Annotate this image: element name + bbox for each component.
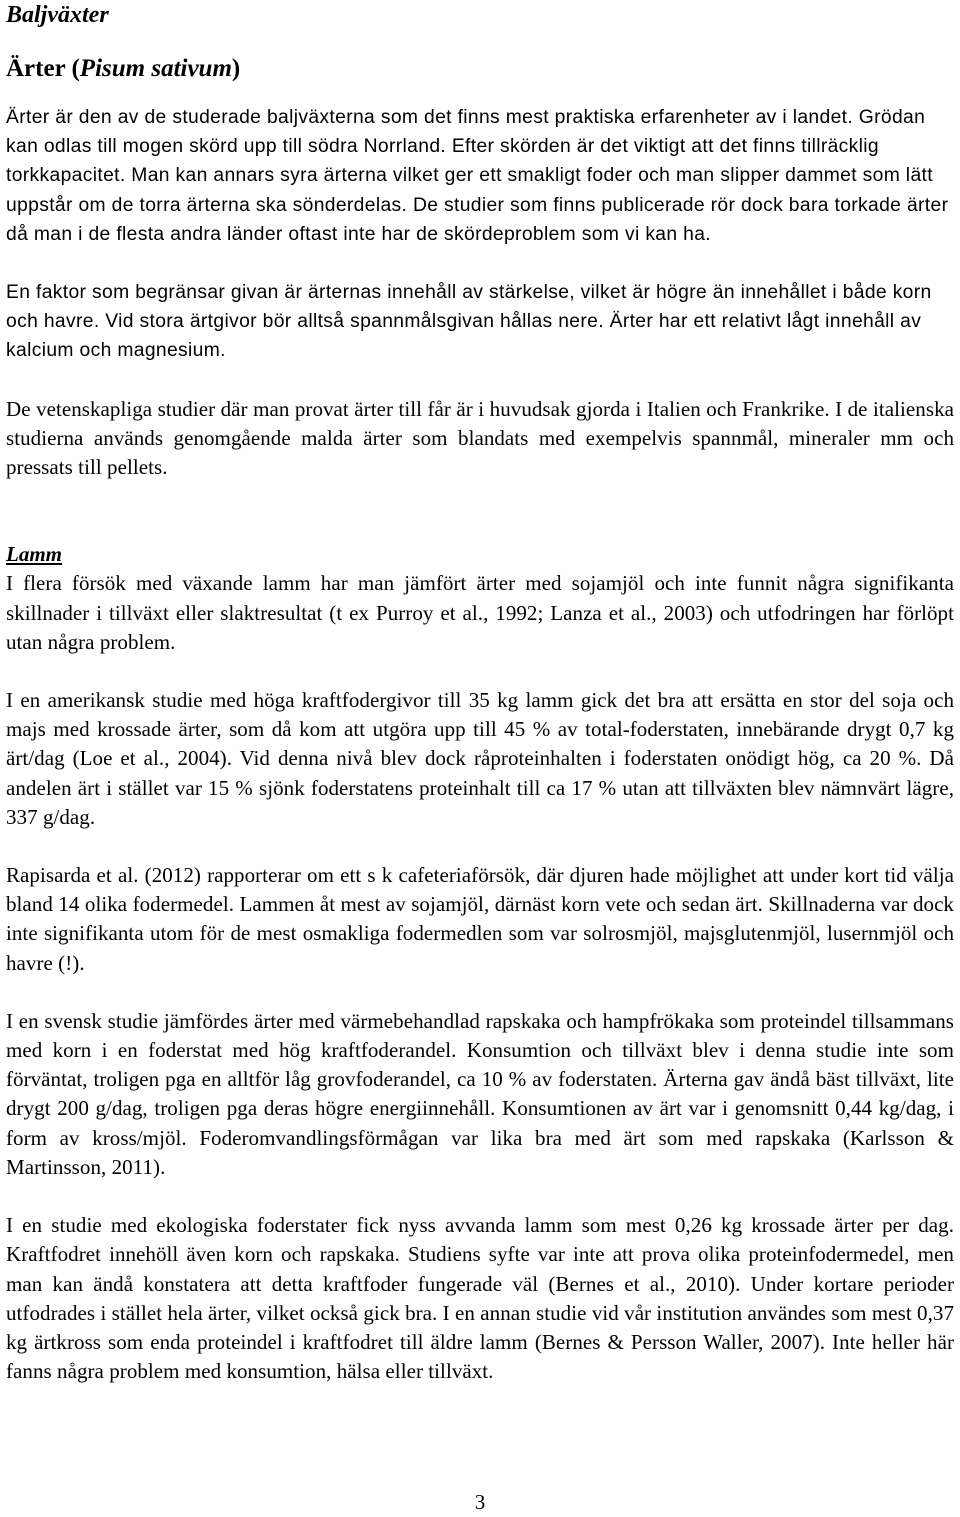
- paragraph-arter-3: De vetenskapliga studier där man provat ärter till får är i huvudsak gjorda i Italien och Frankrike. I de italienska studierna används genomgående malda ärter som blandats med exempelvis spannmål, mineraler mm och pressats till pellets.: [6, 396, 954, 480]
- paragraph-lamm-3: Rapisarda et al. (2012) rapporterar om ett s k cafeteriaförsök, där djuren hade möjlighet att under kort tid välja bland 14 olika fodermedel. Lammen åt mest av sojamjöl, därnäst korn vete och sedan ärt. Skillnaderna var dock inte signifikanta utom för de mest osmakliga fodermedlen som var solrosmjöl, majsglutenmjöl, lusernmjöl och havre (!).: [6, 863, 954, 975]
- page-number: 3: [474, 1490, 486, 1514]
- document-page: [6, 0, 954, 1386]
- paragraph-lamm-4: I en svensk studie jämfördes ärter med värmebehandlad rapskaka och hampfrökaka som proteindel tillsammans med korn i en foderstat med hög kraftfoderandel. Konsumtion och tillväxt blev i denna studie inte som förväntat, troligen pga en alltför låg grovfoderandel, ca 10 % av foderstaten. Ärterna gav ändå bäst tillväxt, lite drygt 200 g/dag, troligen pga deras högre energiinnehåll. Konsumtionen av ärt var i genomsnitt 0,44 kg/dag, i form av kross/mjöl. Foderomvandlingsförmågan var lika bra med ärt som med rapskaka (Karlsson & Martinsson, 2011).: [6, 1008, 954, 1179]
- paragraph-arter-1: Ärter är den av de studerade baljväxterna som det finns mest praktiska erfarenheter av i landet. Grödan kan odlas till mogen skörd upp till södra Norrland. Efter skörden är det viktigt att det finns tillräcklig torkkapacitet. Man kan annars syra ärterna vilket ger ett smakligt foder och man slipper dammet som lätt uppstår om de torra ärterna ska sönderdelas. De studier som finns publicerade rör dock bara torkade ärter då man i de flesta andra länder oftast inte har de skördeproblem som vi kan ha.: [6, 107, 949, 245]
- subsection-heading: [6, 54, 954, 84]
- paragraph-arter-2: En faktor som begränsar givan är ärternas innehåll av stärkelse, vilket är högre än innehållet i både korn och havre. Vid stora ärtgivor bör alltså spannmålsgivan hållas nere. Ärter har ett relativt lågt innehåll av kalcium och magnesium.: [6, 282, 932, 362]
- subsection-name: Ärter (: [6, 55, 80, 82]
- lamm-heading: Lamm: [6, 542, 62, 567]
- paragraph-lamm-2: I en amerikansk studie med höga kraftfodergivor till 35 kg lamm gick det bra att ersätta en stor del soja och majs med krossade ärter, som då kom att utgöra upp till 45 % av total-foderstaten, innebärande drygt 0,7 kg ärt/dag (Loe et al., 2004). Vid denna nivå blev dock råproteinhalten i foderstaten onödigt hög, ca 20 %. Då andelen ärt i stället var 15 % sjönk foderstatens proteinhalt till ca 17 % utan att tillväxten blev nämnvärt lägre, 337 g/dag.: [6, 688, 954, 829]
- paragraph-lamm-1: I flera försök med växande lamm har man jämfört ärter med sojamjöl och inte funnit några signifikanta skillnader i tillväxt eller slaktresultat (t ex Purroy et al., 1992; Lanza et al., 2003) och utfodringen har förlöpt utan några problem.: [6, 571, 954, 654]
- subsection-close: ): [231, 55, 241, 82]
- paragraph-lamm-5: I en studie med ekologiska foderstater fick nyss avvanda lamm som mest 0,26 kg krossade ärter per dag. Kraftfodret innehöll även korn och rapskaka. Studiens syfte var inte att prova olika proteinfodermedel, men man kan ändå konstatera att detta kraftfoder fungerade väl (Bernes et al., 2010). Under kortare perioder utfodrades i stället hela ärter, vilket också gick bra. I en annan studie vid vår institution användes som mest 0,37 kg ärtkross som enda proteindel i kraftfodret till äldre lamm (Bernes & Persson Waller, 2007). Inte heller här fanns några problem med konsumtion, hälsa eller tillväxt.: [6, 1213, 954, 1384]
- subsection-latin-name: Pisum sativum: [79, 55, 232, 82]
- section-title: Baljväxter: [6, 2, 109, 28]
